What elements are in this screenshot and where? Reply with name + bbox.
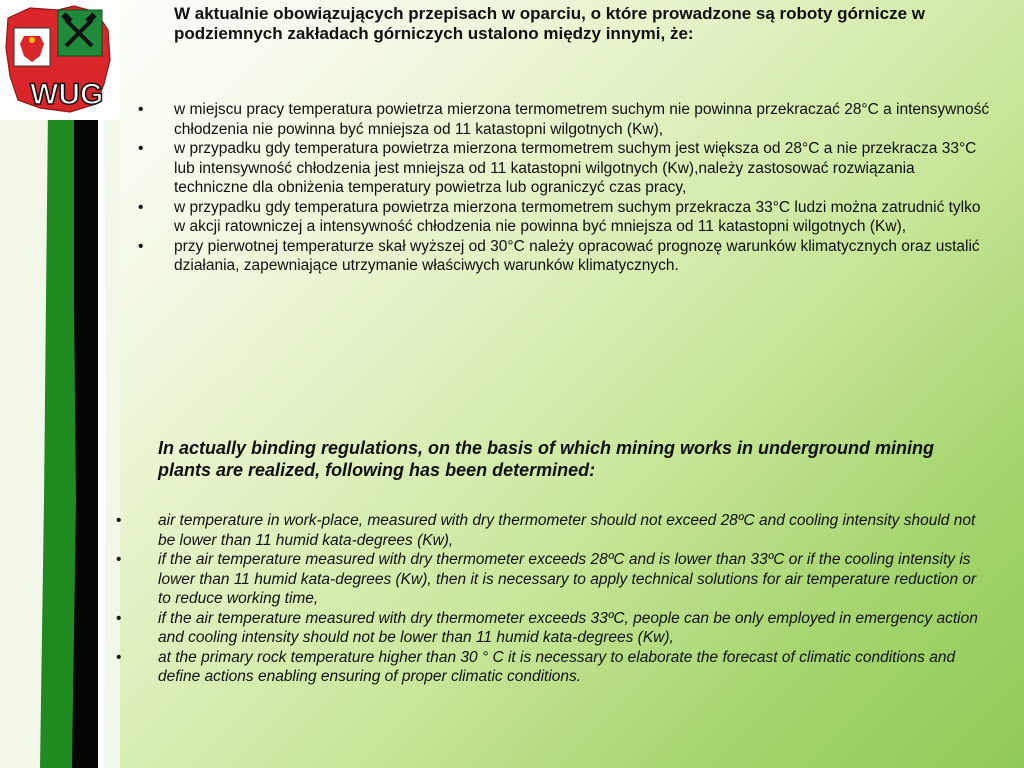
bullet-icon: •: [116, 609, 122, 627]
bullet-icon: •: [138, 101, 144, 118]
bullet-icon: •: [138, 140, 144, 157]
list-item: • w przypadku gdy temperatura powietrza mierzona termometrem suchym jest większa od 28°C a nie przekracza 33°C lub intensywność chłodzenia jest mniejsza od 11 katastopni wilgotnych (Kw),należy zastosować rozwiązania techniczne dla obniżenia temperatury powietrza lub ograniczyć czas pracy,: [138, 140, 977, 196]
list-item: • w miejscu pracy temperatura powietrza mierzona termometrem suchym nie powinna przekraczać 28°C a intensywność chłodzenia nie powinna być mniejsza od 11 katastopni wilgotnych (Kw),: [138, 101, 990, 138]
slide-content: [110, 0, 1024, 768]
polish-heading: W aktualnie obowiązujących przepisach w oparciu, o które prowadzone są roboty górnicze w podziemnych zakładach górniczych ustalono między innymi, że:: [174, 4, 925, 43]
wug-logo: [0, 0, 120, 120]
english-bullet-list: [110, 511, 990, 687]
polish-bullet-list: [130, 100, 990, 276]
list-item: • przy pierwotnej temperaturze skał wyższej od 30°C należy opracować prognozę warunków klimatycznych oraz ustalić działania, zapewniające utrzymanie właściwych warunków klimatycznych.: [138, 237, 980, 274]
list-item: • if the air temperature measured with dry thermometer exceeds 28ºC and is lower than 33ºC or if the cooling intensity is lower than 11 humid kata-degrees (Kw), then it is necessary to apply technical solutions for air temperature reduction or to reduce working time,: [116, 551, 977, 607]
list-item: • w przypadku gdy temperatura powietrza mierzona termometrem suchym przekracza 33°C ludzi można zatrudnić tylko w akcji ratowniczej a intensywność chłodzenia nie powinna być mniejsza od 11 katastopni wilgotnych (Kw),: [138, 198, 981, 235]
bullet-icon: •: [116, 551, 122, 568]
bullet-icon: •: [116, 648, 122, 666]
english-heading: In actually binding regulations, on the basis of which mining works in underground mining plants are realized, following has been determined:: [158, 438, 935, 480]
logo-text: WUG: [30, 78, 104, 111]
bullet-icon: •: [138, 237, 144, 255]
list-item: • if the air temperature measured with dry thermometer exceeds 33ºC, people can be only employed in emergency action and cooling intensity should not be lower than 11 humid kata-degrees (Kw),: [116, 609, 978, 646]
list-item: • at the primary rock temperature higher than 30 ° C it is necessary to elaborate the forecast of climatic conditions and define actions enabling ensuring of proper climatic conditions.: [116, 648, 956, 685]
wug-logo-icon: [0, 0, 120, 120]
bullet-icon: •: [138, 198, 144, 216]
bullet-icon: •: [116, 512, 122, 529]
list-item: • air temperature in work-place, measured with dry thermometer should not exceed 28ºC and cooling intensity should not be lower than 11 humid kata-degrees (Kw),: [116, 512, 976, 549]
